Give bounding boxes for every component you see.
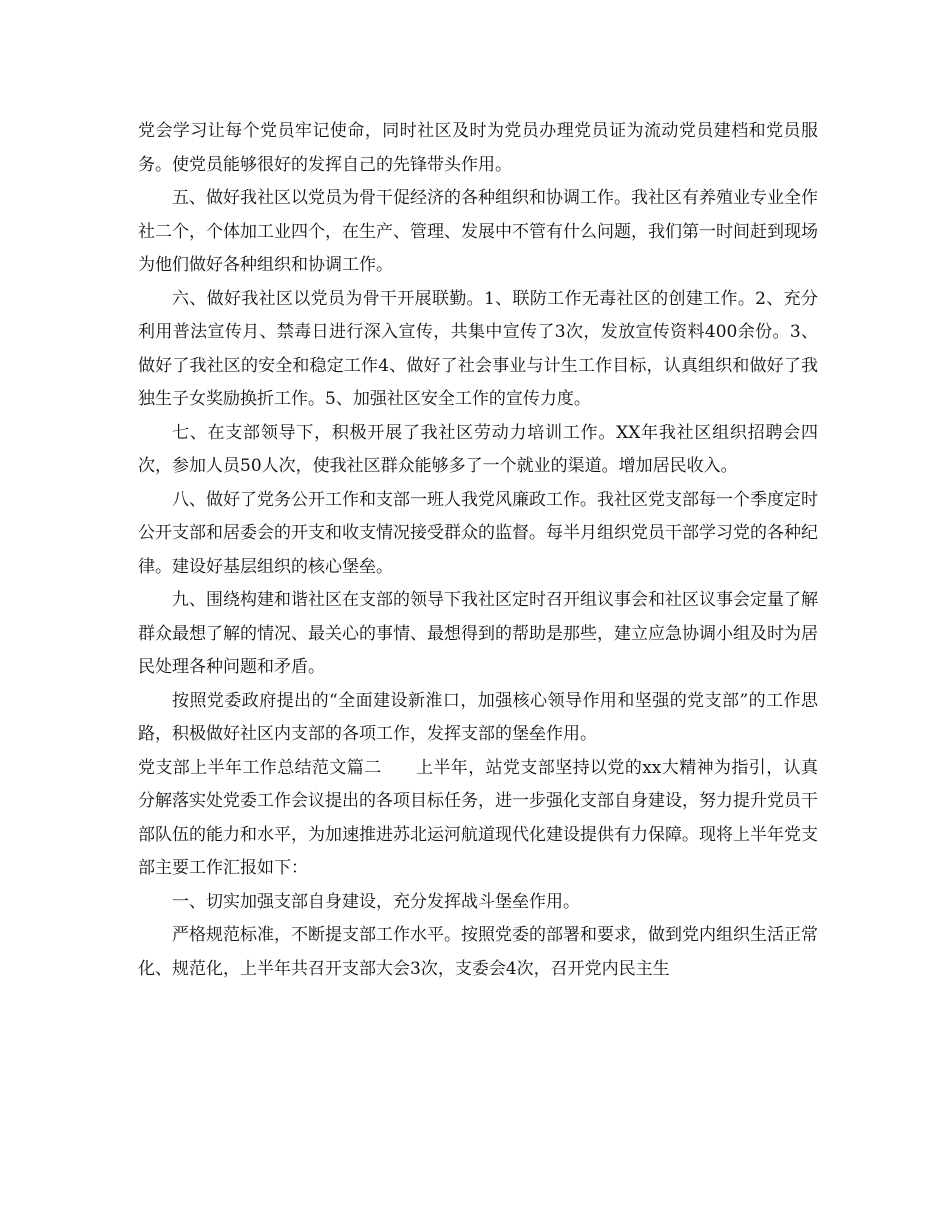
section-body: 上半年，站党支部坚持以党的xx大精神为指引，认真分解落实处党委工作会议提出的各项目标任务，进一步强化支部自身建设，努力提升党员干部队伍的能力和水平，为加速推进苏北运河航道现代化建设提供有力保障。现将上半年党支部主要工作汇报如下： (138, 757, 818, 878)
document-page (138, 115, 818, 986)
paragraph-2: 五、做好我社区以党员为骨干促经济的各种组织和协调工作。我社区有养殖业专业全作社二个，个体加工业四个，在生产、管理、发展中不管有什么问题，我们第一时间赶到现场为他们做好各种组织和协调工作。 (138, 188, 818, 275)
paragraph-7: 按照党委政府提出的“全面建设新淮口，加强核心领导作用和坚强的党支部”的工作思路，积极做好社区内支部的各项工作，发挥支部的堡垒作用。 (138, 690, 818, 744)
paragraph-after-1: 一、切实加强支部自身建设，充分发挥战斗堡垒作用。 (172, 891, 580, 912)
section-paragraph (138, 752, 818, 886)
paragraph-4: 七、在支部领导下，积极开展了我社区劳动力培训工作。XX年我社区组织招聘会四次，参加人员50人次，使我社区群众能够多了一个就业的渠道。增加居民收入。 (138, 422, 818, 476)
paragraph-5: 八、做好了党务公开工作和支部一班人我党风廉政工作。我社区党支部每一个季度定时公开支部和居委会的开支和收支情况接受群众的监督。每半月组织党员干部学习党的各种纪律。建设好基层组织的核心堡垒。 (138, 489, 818, 577)
paragraph-3: 六、做好我社区以党员为骨干开展联勤。1、联防工作无毒社区的创建工作。2、充分利用普法宣传月、禁毒日进行深入宣传，共集中宣传了3次，发放宣传资料400余份。3、做好了我社区的安全和稳定工作4、做好了社会事业与计生工作目标，认真组织和做好了我独生子女奖励换折工作。5、加强社区安全工作的宣传力度。 (138, 288, 818, 409)
paragraph-6: 九、围绕构建和谐社区在支部的领导下我社区定时召开组议事会和社区议事会定量了解群众最想了解的情况、最关心的事情、最想得到的帮助是那些，建立应急协调小组及时为居民处理各种问题和矛盾。 (138, 590, 818, 677)
section-title: 党支部上半年工作总结范文篇二 (138, 757, 382, 778)
paragraph-1: 党会学习让每个党员牢记使命，同时社区及时为党员办理党员证为流动党员建档和党员服务。使党员能够很好的发挥自己的先锋带头作用。 (138, 121, 818, 175)
paragraph-after-2: 严格规范标准，不断提支部工作水平。按照党委的部署和要求，做到党内组织生活正常化、规范化，上半年共召开支部大会3次，支委会4次，召开党内民主生 (138, 925, 818, 979)
